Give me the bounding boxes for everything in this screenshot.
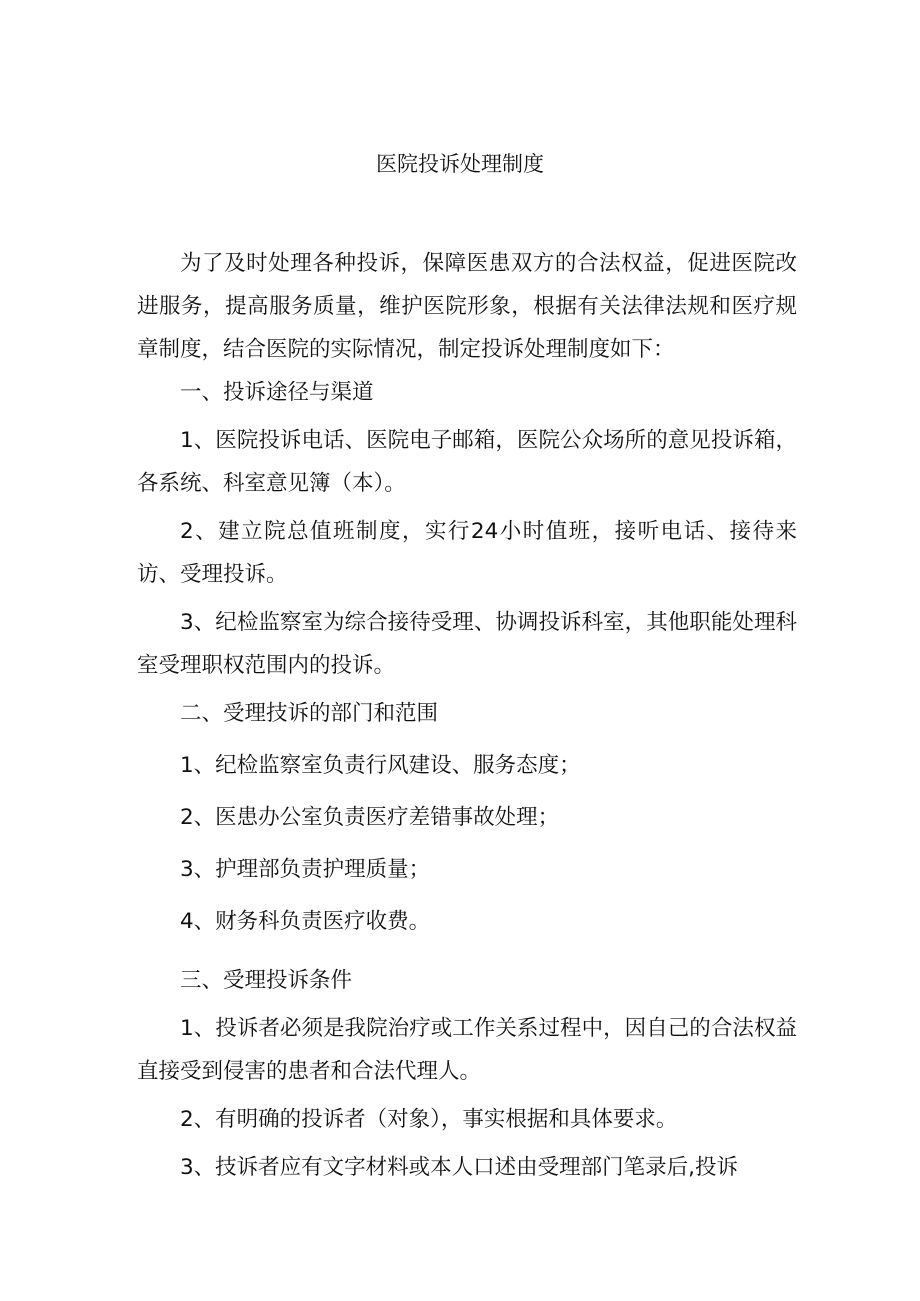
- document-title: 医院投诉处理制度: [376, 152, 544, 176]
- section-3-item-1: 1、投诉者必须是我院治疗或工作关系过程中，因自己的合法权益直接受到侵害的患者和合法代理人。: [137, 1016, 797, 1084]
- intro-paragraph: 为了及时处理各种投诉，保障医患双方的合法权益，促进医院改进服务，提高服务质量，维护医院形象，根据有关法律法规和医疗规章制度，结合医院的实际情况，制定投诉处理制度如下：: [137, 251, 797, 362]
- section-3-item-3: 3、技诉者应有文字材料或本人口述由受理部门笔录后,投诉: [180, 1155, 739, 1180]
- section-2-heading: 二、受理技诉的部门和范围: [180, 701, 439, 726]
- document-body: [137, 242, 797, 1189]
- section-1-item-2: 2、建立院总值班制度，实行24小时值班，接听电话、接待来访、受理投诉。: [137, 519, 797, 587]
- section-2-item-4: 4、财务科负责医疗收费。: [180, 909, 431, 934]
- section-1-item-3: 3、纪检监察室为综合接待受理、协调投诉科室，其他职能处理科室受理职权范围内的投诉。: [137, 610, 797, 678]
- section-1-item-1: 1、医院投诉电话、医院电子邮箱，医院公众场所的意见投诉箱，各系统、科室意见簿（本）。: [137, 428, 797, 496]
- section-3-heading: 三、受理投诉条件: [180, 968, 353, 993]
- section-1-heading: 一、投诉途径与渠道: [180, 380, 374, 405]
- section-2-item-1: 1、纪检监察室负责行风建设、服务态度；: [180, 753, 581, 778]
- section-3-item-2: 2、有明确的投诉者（对象），事实根据和具体要求。: [180, 1107, 678, 1132]
- section-2-item-3: 3、护理部负责护理质量；: [180, 857, 431, 882]
- section-2-item-2: 2、医患办公室负责医疗差错事故处理；: [180, 805, 560, 830]
